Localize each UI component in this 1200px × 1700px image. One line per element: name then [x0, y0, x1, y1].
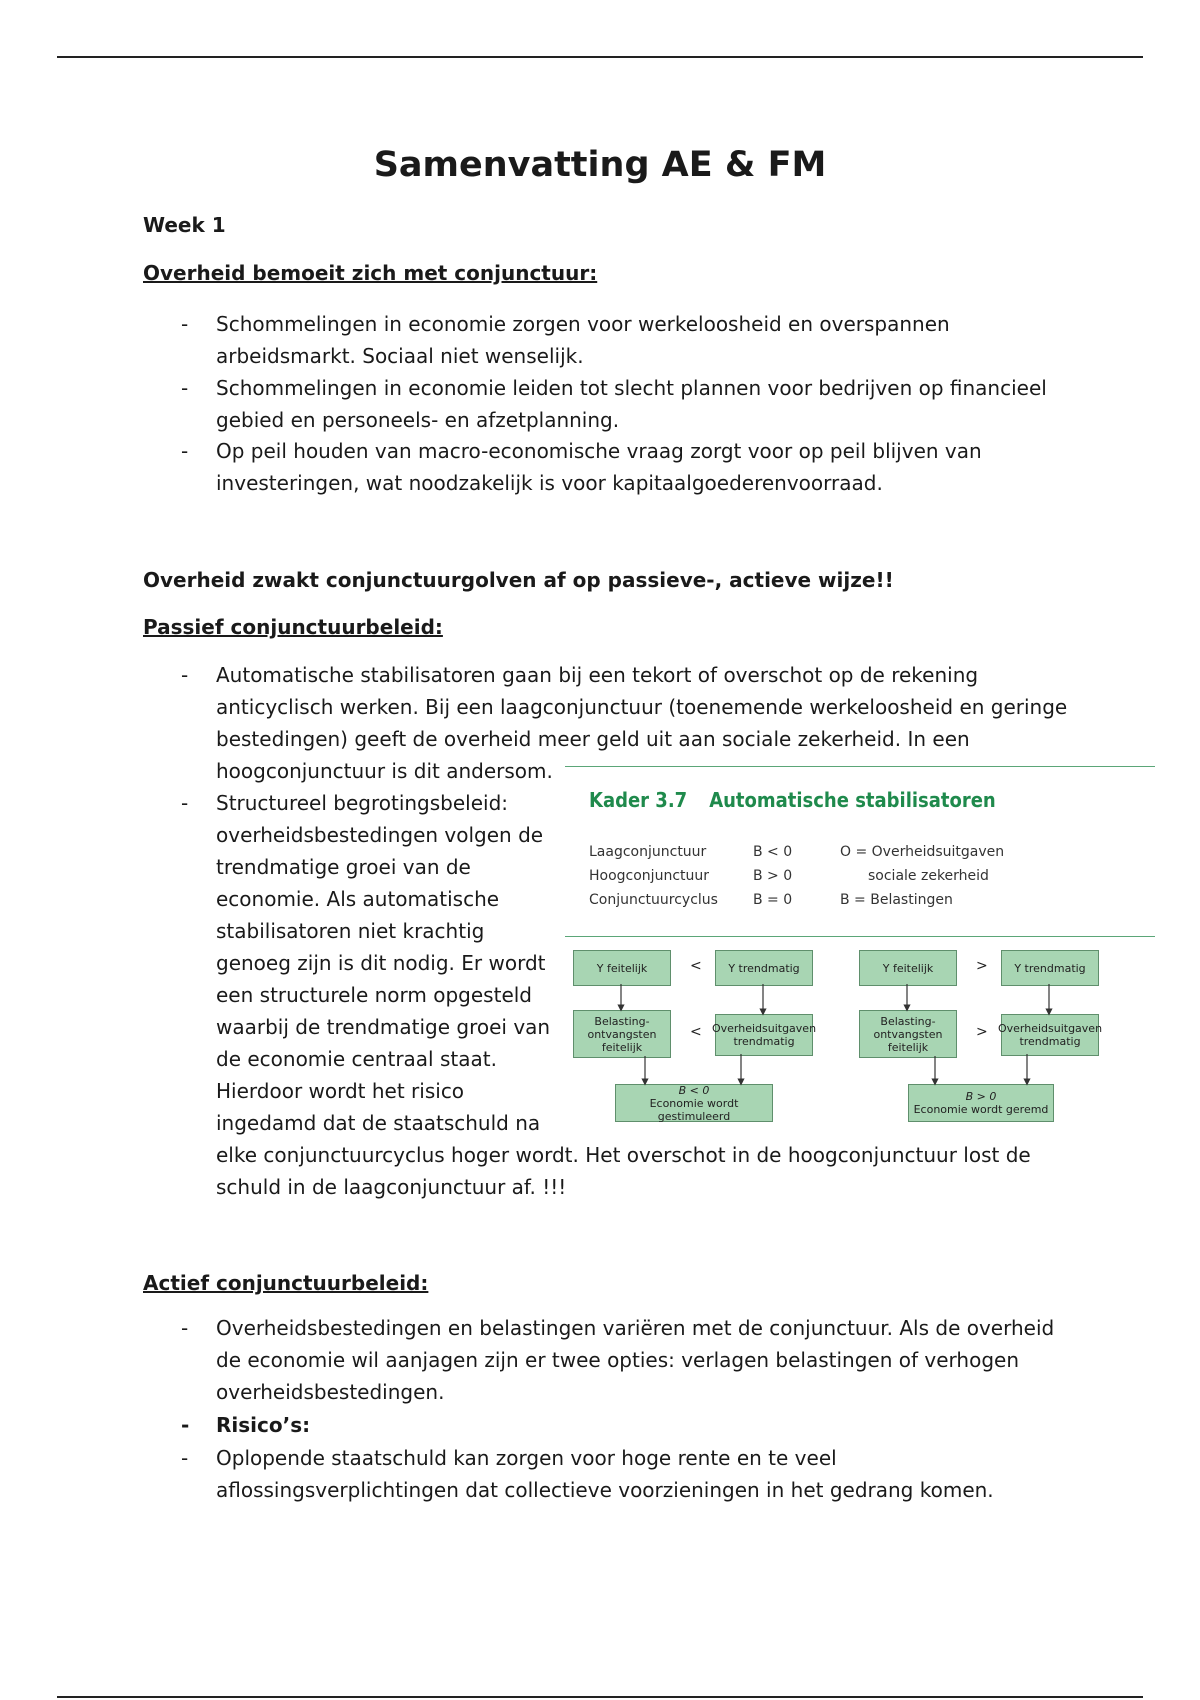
box-y-feitelijk: Y feitelijk	[573, 950, 671, 986]
def-term: Conjunctuurcyclus	[589, 892, 718, 908]
page-title: Samenvatting AE & FM	[373, 145, 827, 185]
flow-arrows	[565, 766, 1155, 1136]
def-term: Laagconjunctuur	[589, 844, 707, 860]
box-result-gestimuleerd: B < 0 Economie wordt gestimuleerd	[615, 1084, 773, 1122]
box-y-feitelijk: Y feitelijk	[859, 950, 957, 986]
box-result-geremd: B > 0 Economie wordt geremd	[908, 1084, 1054, 1122]
def-legend: B = Belastingen	[840, 892, 953, 908]
operator: <	[690, 1024, 702, 1040]
section-heading-wijze: Overheid zwakt conjunctuurgolven af op passieve-, actieve wijze!!	[143, 568, 894, 592]
box-belastingontvangsten: Belasting- ontvangsten feitelijk	[859, 1010, 957, 1058]
figure-title: Kader 3.7 Automatische stabilisatoren	[589, 788, 996, 812]
operator: >	[976, 1024, 988, 1040]
box-overheidsuitgaven: Overheidsuitgaven trendmatig	[1001, 1014, 1099, 1056]
top-rule	[57, 56, 1143, 58]
box-y-trendmatig: Y trendmatig	[715, 950, 813, 986]
bottom-rule	[57, 1696, 1143, 1698]
week-label: Week 1	[143, 213, 226, 237]
box-belastingontvangsten: Belasting- ontvangsten feitelijk	[573, 1010, 671, 1058]
section-heading-actief: Actief conjunctuurbeleid:	[143, 1271, 429, 1295]
box-y-trendmatig: Y trendmatig	[1001, 950, 1099, 986]
def-legend: sociale zekerheid	[868, 868, 989, 884]
def-value: B > 0	[753, 868, 793, 884]
def-term: Hoogconjunctuur	[589, 868, 710, 884]
section-heading-conjunctuur: Overheid bemoeit zich met conjunctuur:	[143, 261, 598, 285]
def-value: B = 0	[753, 892, 793, 908]
def-legend: O = Overheidsuitgaven	[840, 844, 1005, 860]
def-value: B < 0	[753, 844, 793, 860]
section-heading-passief: Passief conjunctuurbeleid:	[143, 615, 443, 639]
operator: >	[976, 958, 988, 974]
operator: <	[690, 958, 702, 974]
kader-figure	[565, 766, 1155, 1136]
box-overheidsuitgaven: Overheidsuitgaven trendmatig	[715, 1014, 813, 1056]
